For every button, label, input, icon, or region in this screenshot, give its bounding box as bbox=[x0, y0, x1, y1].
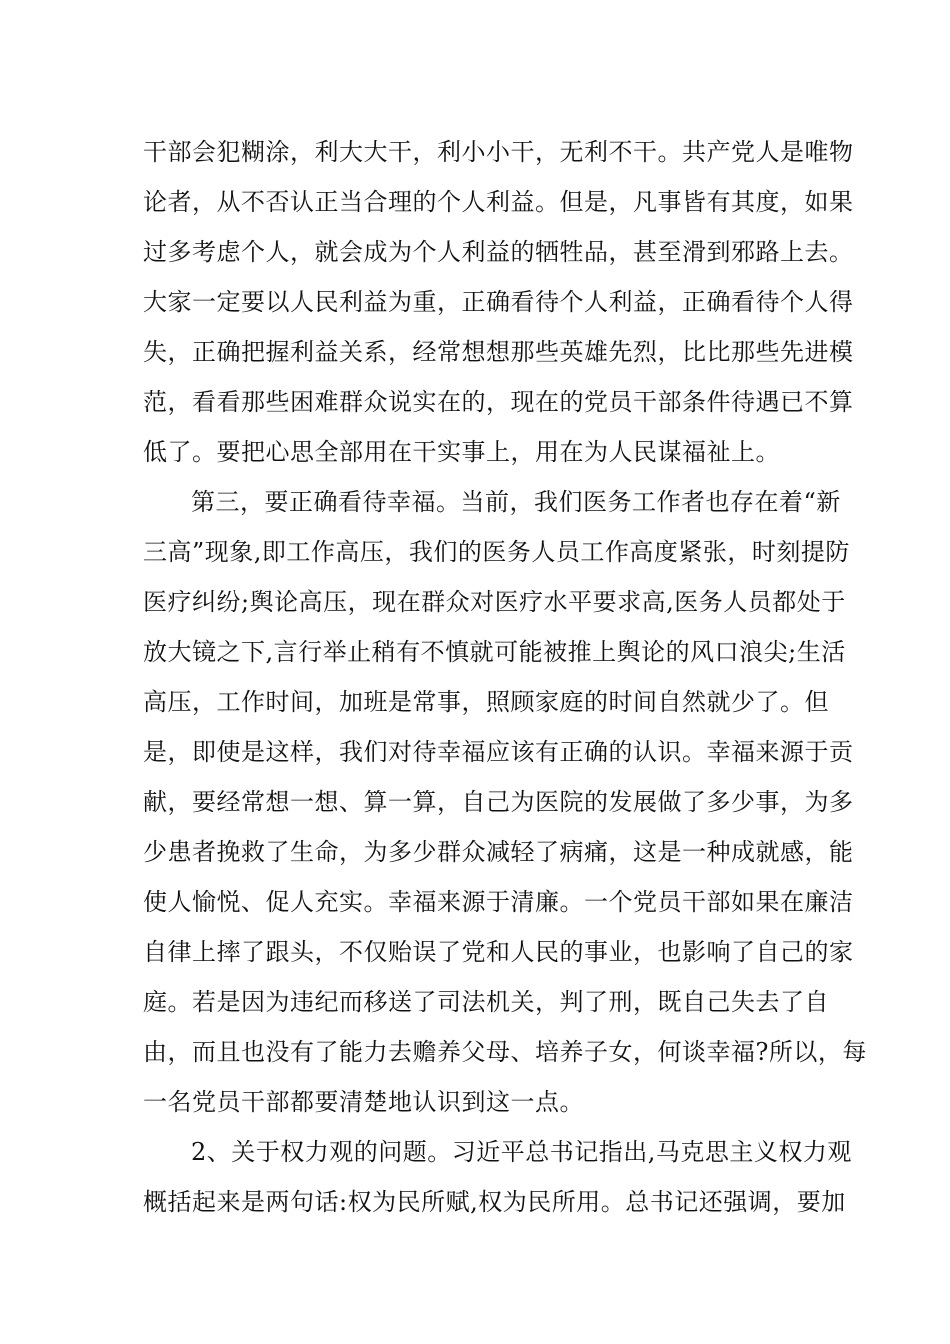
text-line-18: 庭。若是因为违纪而移送了司法机关，判了刑，既自己失去了自 bbox=[143, 988, 829, 1016]
text-line-9: 三高”现象,即工作高压，我们的医务人员工作高度紧张，时刻提防 bbox=[143, 538, 850, 566]
text-line-10: 医疗纠纷;舆论高压，现在群众对医疗水平要求高,医务人员都处于 bbox=[143, 588, 846, 616]
text-line-1: 干部会犯糊涂，利大大干，利小小干，无利不干。共产党人是唯物 bbox=[143, 138, 854, 166]
text-line-7: 低了。要把心思全部用在干实事上，用在为人民谋福祉上。 bbox=[143, 438, 780, 466]
text-line-21: 2、关于权力观的问题。习近平总书记指出,马克思主义权力观 bbox=[191, 1138, 852, 1166]
text-line-13: 是，即使是这样，我们对待幸福应该有正确的认识。幸福来源于贡 bbox=[143, 738, 854, 766]
text-line-22: 概括起来是两句话:权为民所赋,权为民所用。总书记还强调，要加 bbox=[143, 1188, 846, 1216]
text-line-12: 高压，工作时间，加班是常事，照顾家庭的时间自然就少了。但 bbox=[143, 688, 829, 716]
text-line-6: 范，看看那些困难群众说实在的，现在的党员干部条件待遇已不算 bbox=[143, 388, 854, 416]
text-line-2: 论者，从不否认正当合理的个人利益。但是，凡事皆有其度，如果 bbox=[143, 188, 854, 216]
text-line-15: 少患者挽救了生命，为多少群众减轻了病痛，这是一种成就感，能 bbox=[143, 838, 854, 866]
text-line-20: 一名党员干部都要清楚地认识到这一点。 bbox=[143, 1088, 584, 1116]
text-line-19: 由，而且也没有了能力去赡养父母、培养子女，何谈幸福?所以，每 bbox=[143, 1038, 867, 1066]
text-line-11: 放大镜之下,言行举止稍有不慎就可能被推上舆论的风口浪尖;生活 bbox=[143, 638, 846, 666]
text-line-14: 献，要经常想一想、算一算，自己为医院的发展做了多少事，为多 bbox=[143, 788, 854, 816]
text-line-3: 过多考虑个人，就会成为个人利益的牺牲品，甚至滑到邪路上去。 bbox=[143, 238, 854, 266]
text-line-4: 大家一定要以人民利益为重，正确看待个人利益，正确看待个人得 bbox=[143, 288, 854, 316]
text-line-17: 自律上摔了跟头，不仅贻误了党和人民的事业，也影响了自己的家 bbox=[143, 938, 854, 966]
text-line-8: 第三，要正确看待幸福。当前，我们医务工作者也存在着“新 bbox=[191, 488, 841, 516]
text-line-5: 失，正确把握利益关系，经常想想那些英雄先烈，比比那些先进模 bbox=[143, 338, 854, 366]
text-line-16: 使人愉悦、促人充实。幸福来源于清廉。一个党员干部如果在廉洁 bbox=[143, 888, 854, 916]
